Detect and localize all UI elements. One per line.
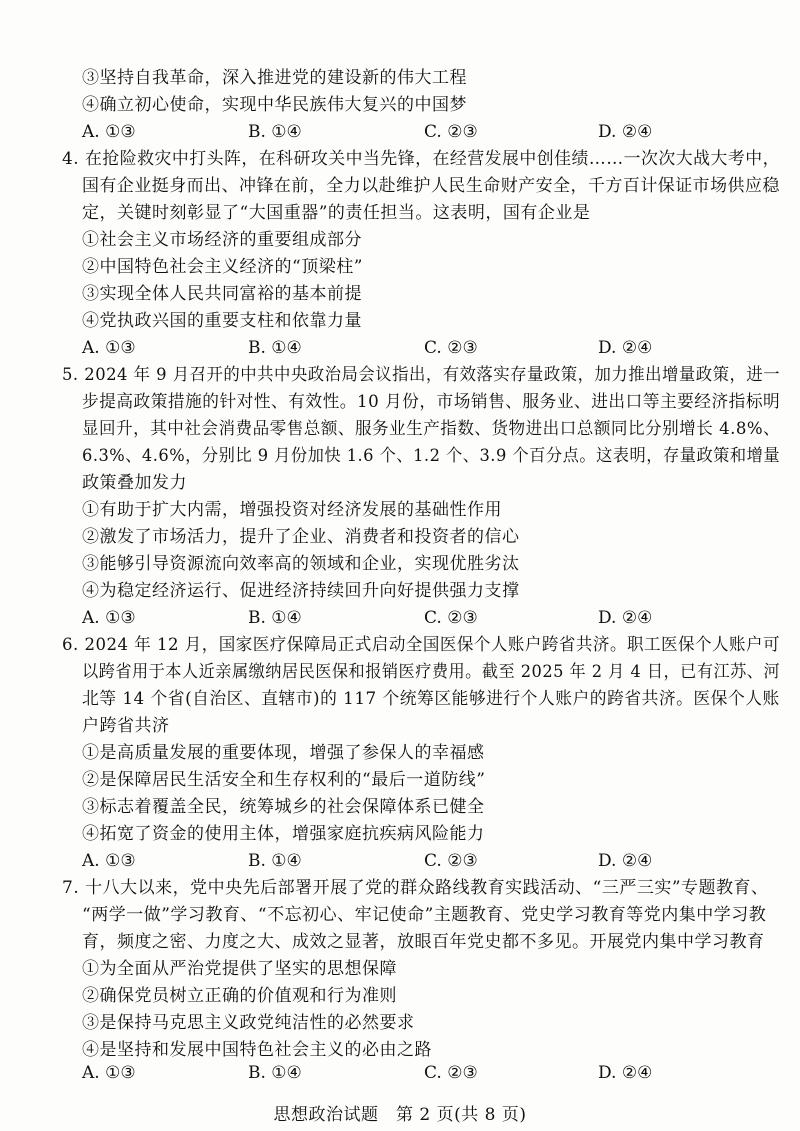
page-footer: 思想政治试题 第 2 页(共 8 页): [273, 1105, 527, 1125]
q5-option-b: B. ①④: [248, 608, 302, 628]
q5-stem-line-4: 6.3%、4.6%，分别比 9 月份加快 1.6 个、1.2 个、3.9 个百分点。这表明，存量政策和增量: [82, 446, 781, 466]
q3-item-3: ③坚持自我革命，深入推进党的建设新的伟大工程: [82, 68, 467, 88]
q4-item-3: ③实现全体人民共同富裕的基本前提: [82, 284, 362, 304]
q5-option-a: A. ①③: [82, 608, 136, 628]
q7-stem-line-2: “两学一做”学习教育、“不忘初心、牢记使命”主题教育、党史学习教育等党内集中学习教: [82, 905, 767, 925]
q5-item-3: ③能够引导资源流向效率高的领域和企业，实现优胜劣汰: [82, 554, 520, 574]
q5-stem-line-3: 显回升，其中社会消费品零售总额、服务业生产指数、货物进出口总额同比分别增长 4.8%、: [82, 419, 781, 439]
q5-item-1: ①有助于扩大内需，增强投资对经济发展的基础性作用: [82, 500, 502, 520]
q7-option-b: B. ①④: [248, 1063, 302, 1083]
q5-stem-line-2: 步提高政策措施的针对性、有效性。10 月份，市场销售、服务业、进出口等主要经济指标明: [82, 392, 781, 412]
q4-stem-line-3: 定，关键时刻彰显了“大国重器”的责任担当。这表明，国有企业是: [82, 203, 591, 223]
q7-item-1: ①为全面从严治党提供了坚实的思想保障: [82, 959, 397, 979]
q4-option-b: B. ①④: [248, 338, 302, 358]
q6-stem-line-3: 北等 14 个省(自治区、直辖市)的 117 个统筹区能够进行个人账户的跨省共济。医保个人账: [82, 689, 780, 709]
q7-option-a: A. ①③: [82, 1063, 136, 1083]
q5-stem-line-5: 政策叠加发力: [82, 473, 187, 493]
q4-option-d: D. ②④: [598, 338, 653, 358]
q7-stem-line-3: 育，频度之密、力度之大、成效之显著，放眼百年党史都不多见。开展党内集中学习教育: [82, 932, 765, 952]
q7-item-4: ④是坚持和发展中国特色社会主义的必由之路: [82, 1040, 432, 1060]
q6-stem-line-2: 以跨省用于本人近亲属缴纳居民医保和报销医疗费用。截至 2025 年 2 月 4 日，已有江苏、河: [82, 662, 781, 682]
q4-stem-line-1: 4. 在抢险救灾中打头阵，在科研攻关中当先锋，在经营发展中创佳绩……一次次大战大考中，: [62, 149, 781, 169]
q5-item-2: ②激发了市场活力，提升了企业、消费者和投资者的信心: [82, 527, 520, 547]
q4-item-1: ①社会主义市场经济的重要组成部分: [82, 230, 362, 250]
q6-item-4: ④拓宽了资金的使用主体，增强家庭抗疾病风险能力: [82, 824, 485, 844]
q4-option-a: A. ①③: [82, 338, 136, 358]
q3-option-c: C. ②③: [424, 122, 478, 142]
q6-item-3: ③标志着覆盖全民，统筹城乡的社会保障体系已健全: [82, 797, 485, 817]
q7-option-c: C. ②③: [424, 1063, 478, 1083]
q3-option-b: B. ①④: [248, 122, 302, 142]
q6-stem-line-1: 6. 2024 年 12 月，国家医疗保障局正式启动全国医保个人账户跨省共济。职工医保个人账户可: [62, 635, 781, 655]
q6-option-b: B. ①④: [248, 851, 302, 871]
q6-item-2: ②是保障居民生活安全和生存权利的“最后一道防线”: [82, 770, 486, 790]
q3-item-4: ④确立初心使命，实现中华民族伟大复兴的中国梦: [82, 95, 467, 115]
q5-stem-line-1: 5. 2024 年 9 月召开的中共中央政治局会议指出，有效落实存量政策，加力推出增量政策，进一: [62, 365, 781, 385]
q6-option-d: D. ②④: [598, 851, 653, 871]
q7-item-3: ③是保持马克思主义政党纯洁性的必然要求: [82, 1013, 415, 1033]
q3-option-d: D. ②④: [598, 122, 653, 142]
q7-item-2: ②确保党员树立正确的价值观和行为准则: [82, 986, 397, 1006]
q6-stem-line-4: 户跨省共济: [82, 716, 170, 736]
q3-option-a: A. ①③: [82, 122, 136, 142]
q5-option-c: C. ②③: [424, 608, 478, 628]
q6-item-1: ①是高质量发展的重要体现，增强了参保人的幸福感: [82, 743, 485, 763]
q7-option-d: D. ②④: [598, 1063, 653, 1083]
q5-option-d: D. ②④: [598, 608, 653, 628]
q7-stem-line-1: 7. 十八大以来，党中央先后部署开展了党的群众路线教育实践活动、“三严三实”专题教育、: [62, 878, 769, 898]
q4-option-c: C. ②③: [424, 338, 478, 358]
q6-option-a: A. ①③: [82, 851, 136, 871]
q4-item-4: ④党执政兴国的重要支柱和依靠力量: [82, 311, 362, 331]
q4-stem-line-2: 国有企业挺身而出、冲锋在前，全力以赴维护人民生命财产安全，千方百计保证市场供应稳: [82, 176, 780, 196]
q4-item-2: ②中国特色社会主义经济的“顶梁柱”: [82, 257, 363, 277]
q6-option-c: C. ②③: [424, 851, 478, 871]
q5-item-4: ④为稳定经济运行、促进经济持续回升向好提供强力支撑: [82, 581, 520, 601]
